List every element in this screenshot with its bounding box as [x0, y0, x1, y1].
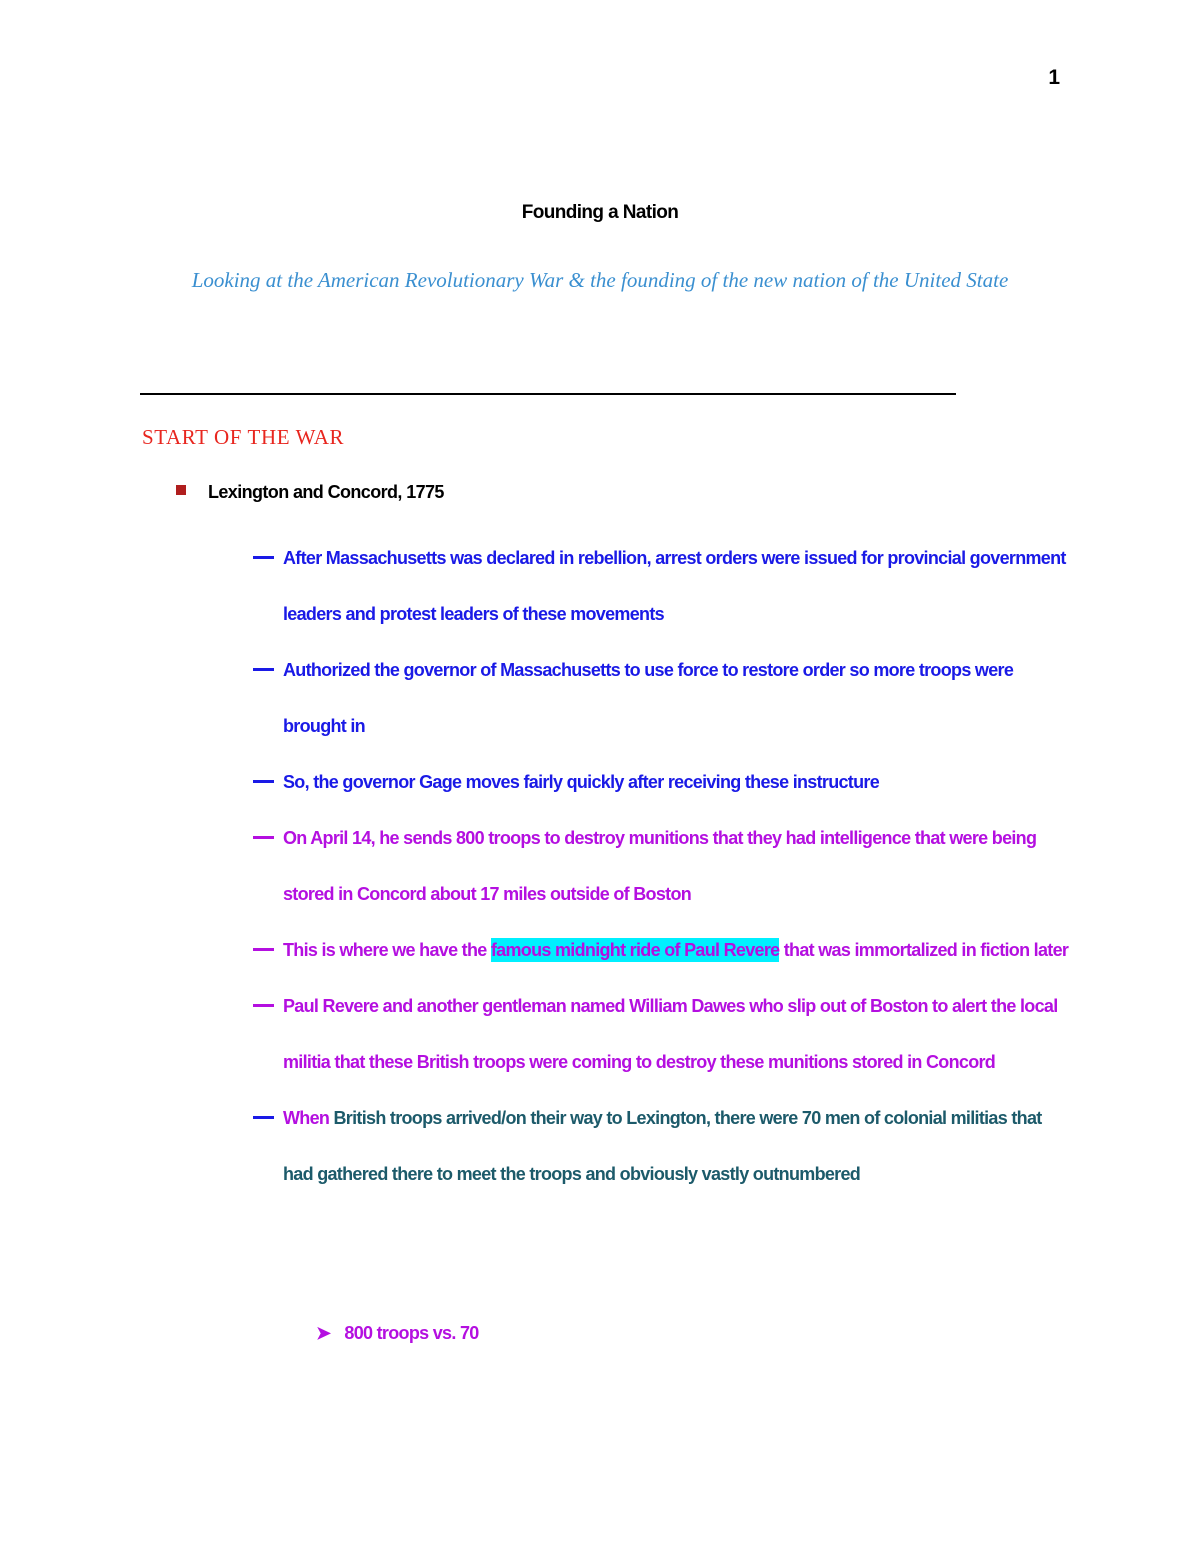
list-item — [253, 1090, 1073, 1202]
list-item — [253, 922, 1073, 978]
list-item-text: On April 14, he sends 800 troops to destroy munitions that they had intelligence that were being stored in Concord about 17 miles outside of Boston — [283, 828, 1037, 904]
dash-bullet-icon — [253, 1116, 274, 1119]
square-bullet-icon — [176, 485, 186, 495]
sub-bullet-text: 800 troops vs. 70 — [344, 1323, 479, 1343]
list-item — [253, 810, 1073, 922]
list-item-text: After Massachusetts was declared in rebellion, arrest orders were issued for provincial government leaders and protest leaders of these movements — [283, 548, 1066, 624]
dash-bullet-icon — [253, 1004, 274, 1007]
list-item-text-before: This is where we have the — [283, 940, 491, 960]
dash-bullet-icon — [253, 556, 274, 559]
topic-item — [176, 482, 444, 503]
dash-bullet-icon — [253, 948, 274, 951]
list-item — [253, 642, 1073, 754]
document-title: Founding a Nation — [521, 202, 679, 223]
sub-bullet-item — [316, 1305, 479, 1361]
list-item-text: Paul Revere and another gentleman named William Dawes who slip out of Boston to alert the local militia that these British troops were coming to destroy these munitions stored in Concord — [283, 996, 1058, 1072]
list-item — [253, 978, 1073, 1090]
bullet-list — [253, 530, 1073, 1202]
section-heading: START OF THE WAR — [142, 425, 345, 449]
list-item-text-after: that was immortalized in fiction later — [779, 940, 1069, 960]
topic-label: Lexington and Concord, 1775 — [208, 482, 444, 502]
list-item-text: So, the governor Gage moves fairly quickly after receiving these instructure — [283, 772, 880, 792]
list-item — [253, 530, 1073, 642]
list-item-lead: When — [283, 1108, 330, 1128]
list-item — [253, 754, 1073, 810]
highlighted-text: famous midnight ride of Paul Revere — [490, 940, 780, 960]
horizontal-rule — [140, 393, 956, 395]
dash-bullet-icon — [253, 780, 274, 783]
document-subtitle: Looking at the American Revolutionary War & the founding of the new nation of the United State — [191, 268, 1009, 292]
arrow-bullet-icon: ➤ — [316, 1323, 331, 1343]
dash-bullet-icon — [253, 836, 274, 839]
list-item-text: Authorized the governor of Massachusetts to use force to restore order so more troops were brought in — [283, 660, 1014, 736]
dash-bullet-icon — [253, 668, 274, 671]
page-number: 1 — [1048, 66, 1060, 89]
list-item-text: British troops arrived/on their way to Lexington, there were 70 men of colonial militias that had gathered there to meet the troops and obviously vastly outnumbered — [283, 1108, 1042, 1184]
